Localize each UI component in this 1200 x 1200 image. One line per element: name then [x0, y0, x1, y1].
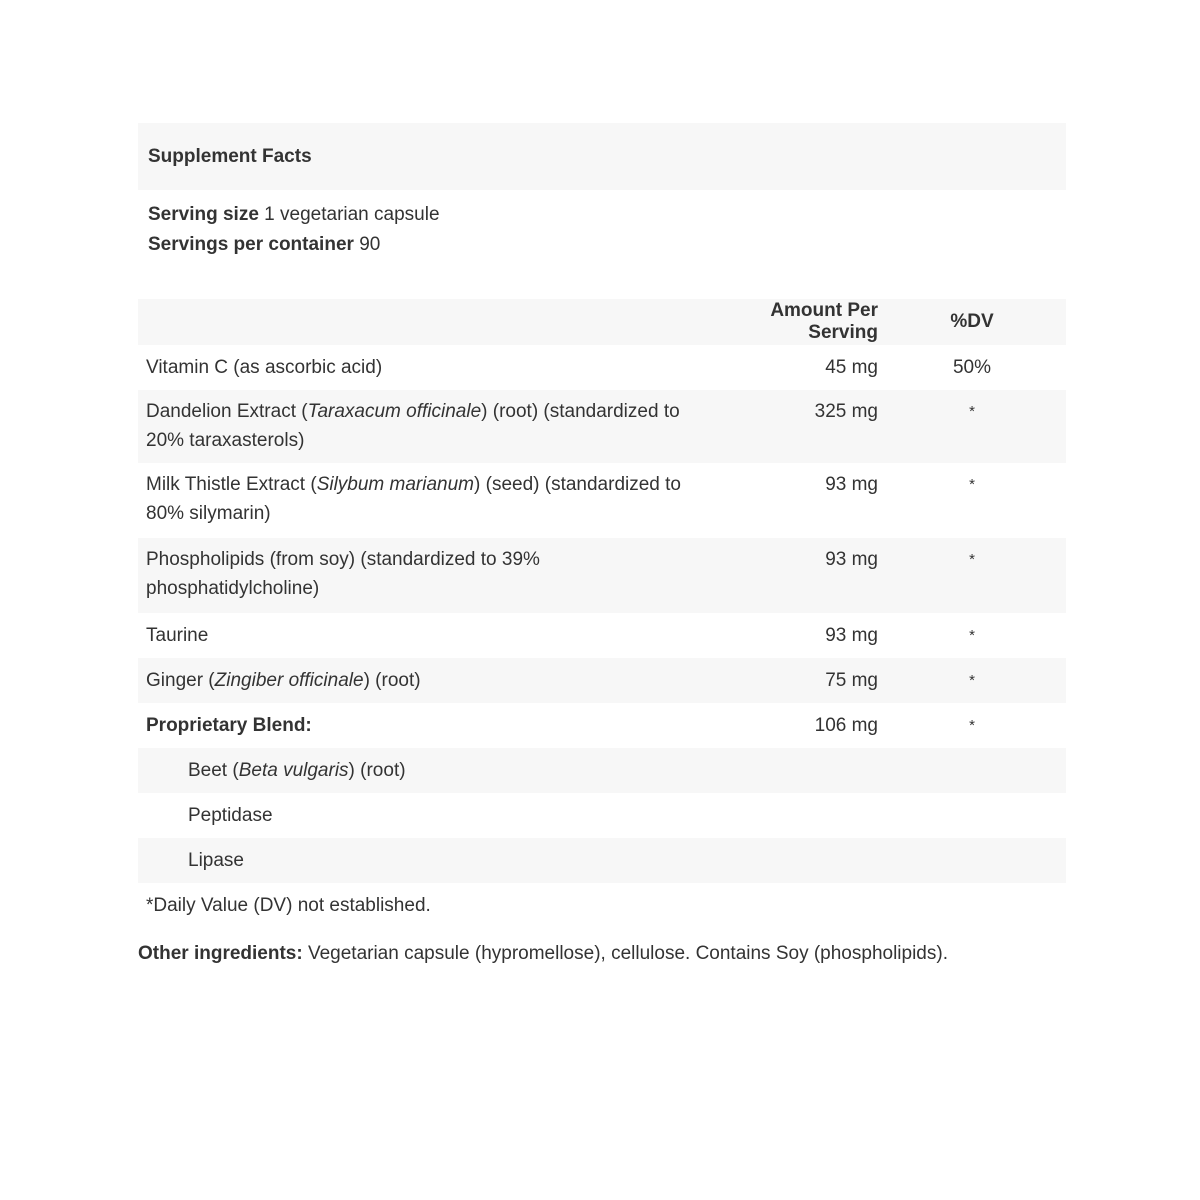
ingredient-dv: *	[969, 627, 975, 644]
ingredient-name: Vitamin C (as ascorbic acid)	[146, 357, 383, 378]
nutrient-table	[138, 299, 1066, 883]
amount-column-header: Amount Per Serving	[770, 300, 878, 343]
ingredient-amount: 45 mg	[825, 357, 878, 378]
other-ingredients-text: Vegetarian capsule (hypromellose), cellulose. Contains Soy (phospholipids).	[302, 943, 948, 964]
servings-per-container-label: Servings per container	[148, 234, 354, 255]
ingredient-name: Ginger (Zingiber officinale) (root)	[146, 670, 421, 691]
table-row	[138, 793, 1066, 838]
servings-per-container-line	[148, 230, 1066, 260]
table-row	[138, 345, 1066, 390]
table-row	[138, 703, 1066, 748]
ingredient-amount: 93 mg	[825, 549, 878, 570]
table-row	[138, 390, 1066, 463]
ingredient-name: Proprietary Blend:	[146, 715, 312, 736]
ingredient-dv: *	[969, 551, 975, 568]
ingredient-dv: *	[969, 717, 975, 734]
dv-footnote: *Daily Value (DV) not established.	[146, 895, 431, 916]
ingredient-amount: 106 mg	[814, 715, 878, 736]
ingredient-name: Taurine	[146, 625, 209, 646]
other-ingredients-label: Other ingredients:	[138, 943, 303, 964]
table-row	[138, 658, 1066, 703]
ingredient-dv: 50%	[952, 357, 992, 378]
serving-info	[138, 190, 1066, 272]
supplement-facts-panel	[138, 123, 1066, 920]
table-row	[138, 463, 1066, 538]
other-ingredients	[138, 940, 948, 968]
table-row	[138, 838, 1066, 883]
dv-column-header: %DV	[950, 311, 994, 332]
ingredient-amount: 325 mg	[814, 401, 878, 422]
ingredient-name: Milk Thistle Extract (Silybum marianum) (seed) (standardized to 80% silymarin)	[146, 474, 682, 524]
table-row	[138, 613, 1066, 658]
ingredient-name: Phospholipids (from soy) (standardized to 39% phosphatidylcholine)	[146, 549, 540, 599]
table-row	[138, 748, 1066, 793]
blend-ingredient-name: Beet (Beta vulgaris) (root)	[188, 760, 406, 781]
servings-per-container-value: 90	[359, 234, 381, 255]
table-header-row	[138, 299, 1066, 345]
ingredient-amount: 75 mg	[825, 670, 878, 691]
table-row	[138, 538, 1066, 613]
serving-size-value: 1 vegetarian capsule	[264, 204, 440, 225]
ingredient-amount: 93 mg	[825, 625, 878, 646]
serving-size-line	[148, 200, 1066, 230]
ingredient-dv: *	[969, 672, 975, 689]
blend-ingredient-name: Peptidase	[188, 805, 273, 826]
ingredient-amount: 93 mg	[825, 474, 878, 495]
serving-size-label: Serving size	[148, 204, 259, 225]
panel-title: Supplement Facts	[138, 123, 1066, 190]
ingredient-dv: *	[969, 403, 975, 420]
blend-ingredient-name: Lipase	[188, 850, 244, 871]
ingredient-name: Dandelion Extract (Taraxacum officinale) (root) (standardized to 20% taraxasterols)	[146, 401, 680, 451]
ingredient-dv: *	[969, 476, 975, 493]
